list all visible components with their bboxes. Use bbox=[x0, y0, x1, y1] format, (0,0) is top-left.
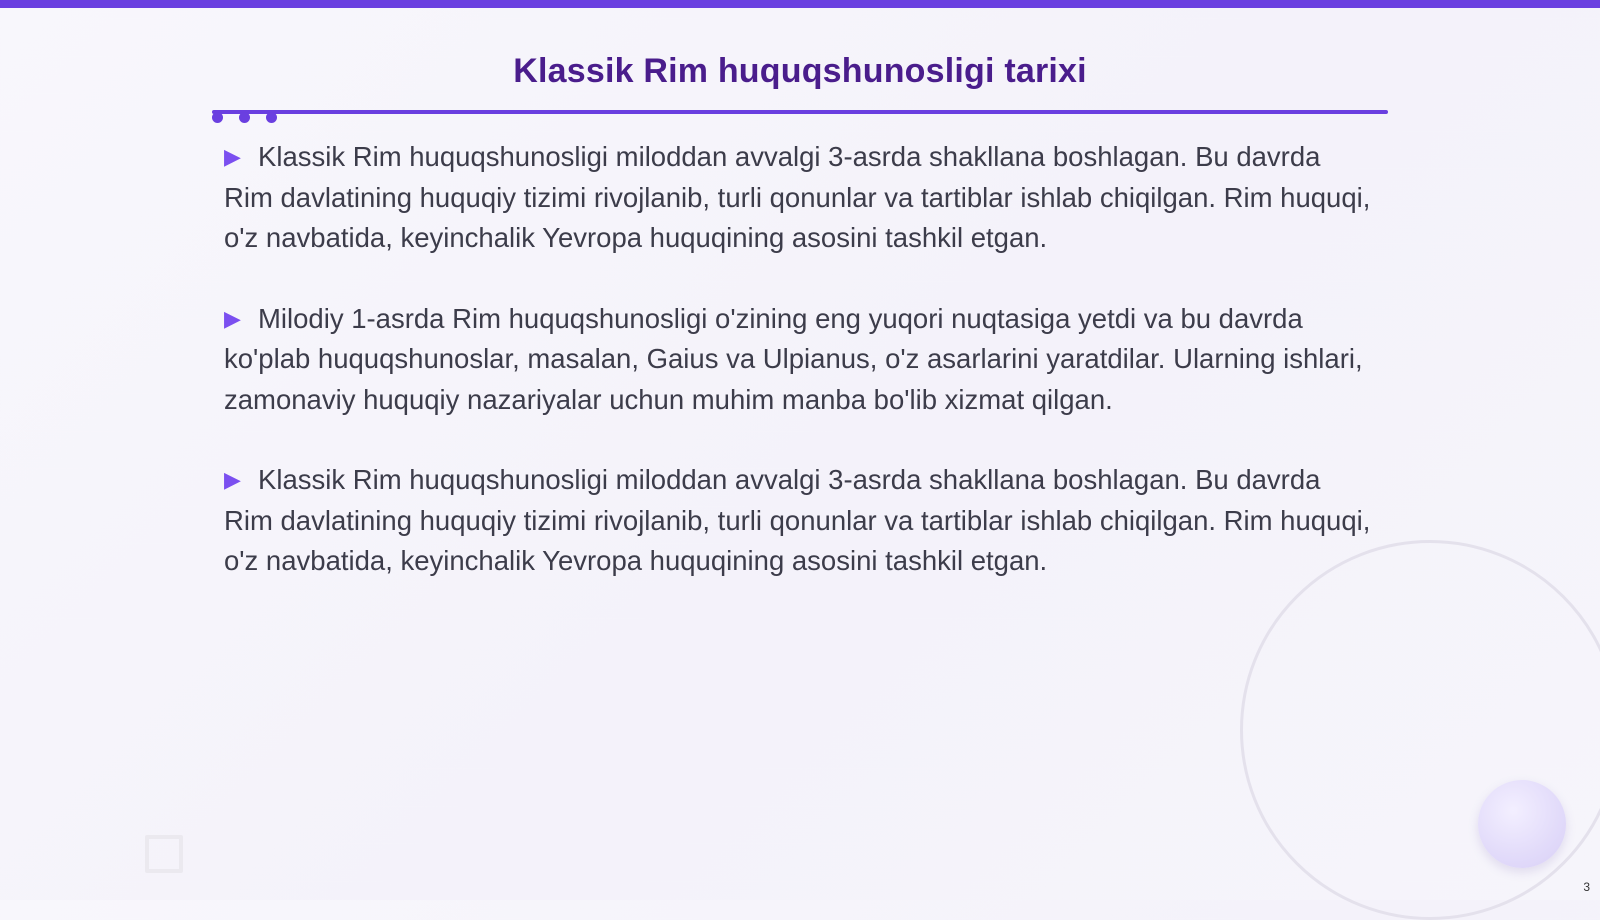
decorative-ring bbox=[1240, 540, 1600, 920]
triangle-right-icon: ▶ bbox=[224, 467, 241, 492]
bullet-paragraph bbox=[224, 460, 1374, 582]
page-number: 3 bbox=[1583, 880, 1590, 894]
underline-dot bbox=[266, 112, 277, 123]
bullet-text: Klassik Rim huquqshunosligi miloddan avvalgi 3-asrda shakllana boshlagan. Bu davrda Rim davlatining huquqiy tizimi rivojlanib, turli qonunlar va tartiblar ishlab chiqilgan. Rim huquqi, o'z navbatida, keyinchalik Yevropa huquqining asosini tashkil etgan. bbox=[224, 464, 1371, 576]
triangle-right-icon: ▶ bbox=[224, 305, 241, 331]
slide-body bbox=[224, 137, 1374, 622]
underline-dot bbox=[239, 112, 250, 123]
bullet-paragraph bbox=[224, 299, 1374, 421]
decorative-bubble bbox=[1478, 780, 1566, 868]
bullet-text: Milodiy 1-asrda Rim huquqshunosligi o'zining eng yuqori nuqtasiga yetdi va bu davrda ko'plab huquqshunoslar, masalan, Gaius va Ulpianus, o'z asarlarini yaratdilar. Ularning ishlari, zamonaviy huquqiy nazariyalar uchun muhim manba bo'lib xizmat qilgan. bbox=[224, 302, 1363, 415]
slide-title: Klassik Rim huquqshunosligi tarixi bbox=[513, 52, 1087, 90]
bullet-paragraph bbox=[224, 137, 1374, 259]
underline-dot bbox=[212, 112, 223, 123]
bullet-text: Klassik Rim huquqshunosligi miloddan avvalgi 3-asrda shakllana boshlagan. Bu davrda Rim davlatining huquqiy tizimi rivojlanib, turli qonunlar va tartiblar ishlab chiqilgan. Rim huquqi, o'z navbatida, keyinchalik Yevropa huquqining asosini tashkil etgan. bbox=[224, 141, 1371, 253]
title-underline bbox=[212, 110, 1388, 114]
decorative-square bbox=[145, 835, 183, 873]
top-accent-bar bbox=[0, 0, 1600, 8]
triangle-right-icon: ▶ bbox=[224, 144, 241, 169]
